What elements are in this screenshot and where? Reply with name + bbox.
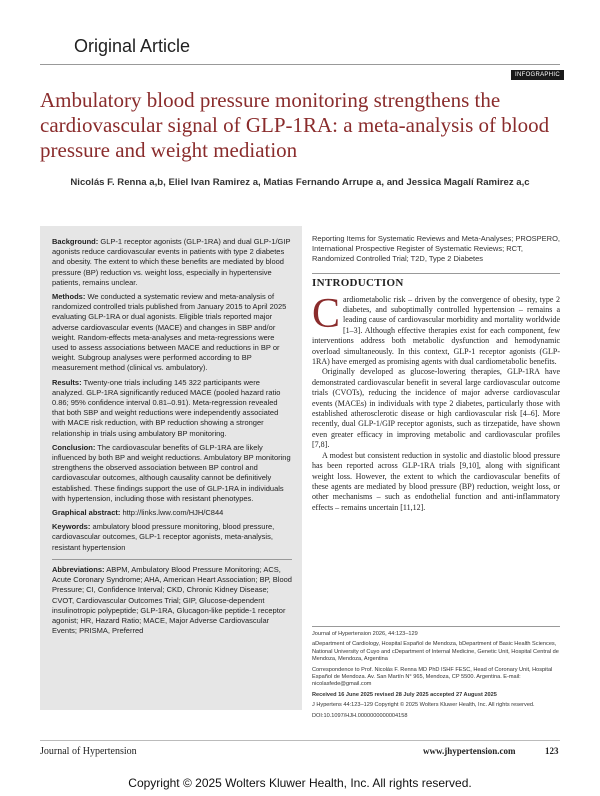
intro-paragraph-1 — [312, 290, 560, 368]
article-info — [312, 626, 560, 723]
header-divider — [40, 64, 560, 65]
background-label: Background: — [52, 237, 99, 246]
drop-cap: C — [312, 290, 341, 337]
results-text: Twenty-one trials including 145 322 participants were analyzed. GLP-1RA significantly reduced MACE (pooled hazard ratio 0.86; 95% confidence interval 0.81–0.91). Meta-regression revealed that both SBP and weight reductions were independently associated with MACE risk reduction, with BP reduction showing a stronger relationship in trials using ambulatory BP monitoring. — [52, 377, 281, 438]
article-title: Ambulatory blood pressure monitoring strengthens the cardiovascular signal of GLP-1RA: a meta-analysis of blood pressure and weight mediation — [40, 88, 550, 162]
received-dates: Received 16 June 2025 revised 28 July 2025 accepted 27 August 2025 — [312, 691, 497, 698]
header-band — [0, 0, 600, 70]
abstract-background — [52, 237, 292, 288]
abstract-content — [52, 237, 292, 640]
footer-url[interactable]: www.jhypertension.com — [423, 746, 516, 756]
background-text: GLP-1 receptor agonists (GLP-1RA) and dual GLP-1/GIP agonists reduce cardiovascular events in patients with type 2 diabetes and obesity. The extent to which these benefits are mediated by blood pressure (BP) reduction vs. weight loss, especially in hypertensive patients, remains unclear. — [52, 237, 291, 287]
abstract-keywords — [52, 522, 292, 553]
authors-text: Nicolás F. Renna a,b, Eliel Ivan Ramirez a, Matias Fernando Arrupe a, and Jessica Magalí Ramirez a,c — [70, 177, 530, 188]
graphical-label: Graphical abstract: — [52, 508, 121, 518]
conclusion-label: Conclusion: — [52, 442, 96, 452]
page-number: 123 — [545, 746, 559, 756]
methods-text: We conducted a systematic review and meta-analysis of randomized controlled trials published from January 2015 to April 2025 evaluating GLP-1RA or dual agonists. Eligible trials reported major adverse cardiovascular events (MACE) and changes in SBP and/or weight. Random-effects meta-analyses and meta-regressions were used to assess associations between MACE and reductions in BP or weight. Subgroup analyses were performed according to BP measurement method (clinical vs. ambulatory). — [52, 292, 287, 373]
doi[interactable]: DOI:10.1097/HJH.0000000000004158 — [312, 712, 408, 719]
results-label: Results: — [52, 377, 82, 387]
right-column — [312, 234, 560, 513]
affiliations: aDepartment of Cardiology, Hospital Español de Mendoza, bDepartment of Basic Health Sciences, National University of Cuyo and cDepartment of Internal Medicine, Genetic Unit, Hospital Central de Mendoza, Mendoza, Argentina — [312, 641, 559, 663]
abstract-abbreviations — [52, 565, 292, 636]
copyright-notice: Copyright © 2025 Wolters Kluwer Health, Inc. All rights reserved. — [128, 776, 472, 790]
abbrev-label: Abbreviations: — [52, 564, 105, 574]
methods-label: Methods: — [52, 292, 86, 302]
abstract-results — [52, 378, 292, 439]
info-divider — [312, 626, 560, 627]
intro-paragraph-3: A modest but consistent reduction in systolic and diastolic blood pressure has been reported across GLP-1RA trials [9,10], along with significant weight loss. However, the extent to which the cardiovascular benefits of these agents are mediated by blood pressure (BP) reduction, weight loss, or other mechanisms – such as endothelial function and anti-inflammatory effects – remains uncertain [11,12]. — [312, 450, 560, 512]
abbrev-divider — [52, 559, 292, 560]
correspondence: Correspondence to Prof. Nicolás F. Renna MD PhD ISHF FESC, Head of Coronary Unit, Hospital Español de Mendoza. Av. San Martín N° 965, Mendoza, CP 5500. Argentina. E-mail: nicolasfede@gmail.com — [312, 666, 553, 688]
abstract-conclusion — [52, 443, 292, 504]
graphical-abstract-link[interactable]: http://links.lww.com/HJH/C844 — [122, 508, 224, 518]
intro-paragraph-2: Originally developed as glucose-lowering therapies, GLP-1RA have demonstrated cardiovascular benefit in several large cardiovascular outcome trials (CVOTs), reducing the incidence of major adverse cardiovascular events (MACEs) in individuals with type 2 diabetes, particularly those with established atherosclerotic disease or high cardiovascular risk [4–6]. More recently, dual GLP-1/GIP receptor agonists, such as tirzepatide, have shown even greater efficacy in improving metabolic and cardiovascular profiles [7,8]. — [312, 367, 560, 450]
introduction-body — [312, 290, 560, 514]
conclusion-text: The cardiovascular benefits of GLP-1RA are likely influenced by both BP and weight reductions. Ambulatory BP monitoring strengthens the observed association between BP control and cardiovascular outcomes, although causality cannot be definitively established. These findings support the use of GLP-1RA in individuals with hypertension, including those with resistant phenotypes. — [52, 442, 291, 503]
abstract-methods — [52, 292, 292, 374]
journal-citation: Journal of Hypertension 2026, 44:123–129 — [312, 631, 418, 637]
author-list — [40, 177, 560, 188]
abbrev-text: ABPM, Ambulatory Blood Pressure Monitoring; ACS, Acute Coronary Syndrome; AHA, American Heart Association; BP, Blood Pressure; CI, Confidence Interval; CKD, Chronic Kidney Disease; CVOT, Cardiovascular Outcomes Trial; GIP, Glucose-dependent insulinotropic polypeptide; GLP-1RA, Glucagon-like peptide-1 receptor agonist; HR, Hazard Ratio; MACE, Major Adverse Cardiovascular Events; PRISMA, Preferred — [52, 564, 292, 636]
copyright-line: J Hypertens 44:123–129 Copyright © 2025 Wolters Kluwer Health, Inc. All rights reserved. — [312, 702, 535, 709]
article-type: Original Article — [74, 36, 191, 56]
abbrev-continued: Reporting Items for Systematic Reviews and Meta-Analyses; PROSPERO, International Prospective Register of Systematic Reviews; RCT, Randomized Controlled Trial; T2D, Type 2 Diabetes — [312, 234, 561, 264]
intro-p1-text: ardiometabolic risk – driven by the convergence of obesity, type 2 diabetes, and suboptimally controlled hypertension – remains a leading cause of cardiovascular morbidity and mortality worldwide [1–3]. Although effective therapies exist for each component, few interventions address both metabolic dysfunction and hemodynamic overload simultaneously. In this context, GLP-1 receptor agonists (GLP-1RA) have emerged as promising agents with dual cardiometabolic benefits. — [312, 294, 560, 367]
keywords-label: Keywords: — [52, 522, 91, 532]
footer-journal-name: Journal of Hypertension — [40, 746, 137, 757]
abstract-graphical — [52, 508, 292, 518]
infographic-badge: INFOGRAPHIC — [511, 70, 564, 80]
intro-divider — [312, 273, 560, 274]
keywords-text: ambulatory blood pressure monitoring, blood pressure, cardiovascular outcomes, GLP-1 receptor agonists, meta-analysis, resistant hypertension — [52, 522, 275, 552]
section-heading-introduction: INTRODUCTION — [312, 276, 404, 289]
footer-divider — [40, 740, 560, 741]
abstract-box — [40, 226, 302, 710]
